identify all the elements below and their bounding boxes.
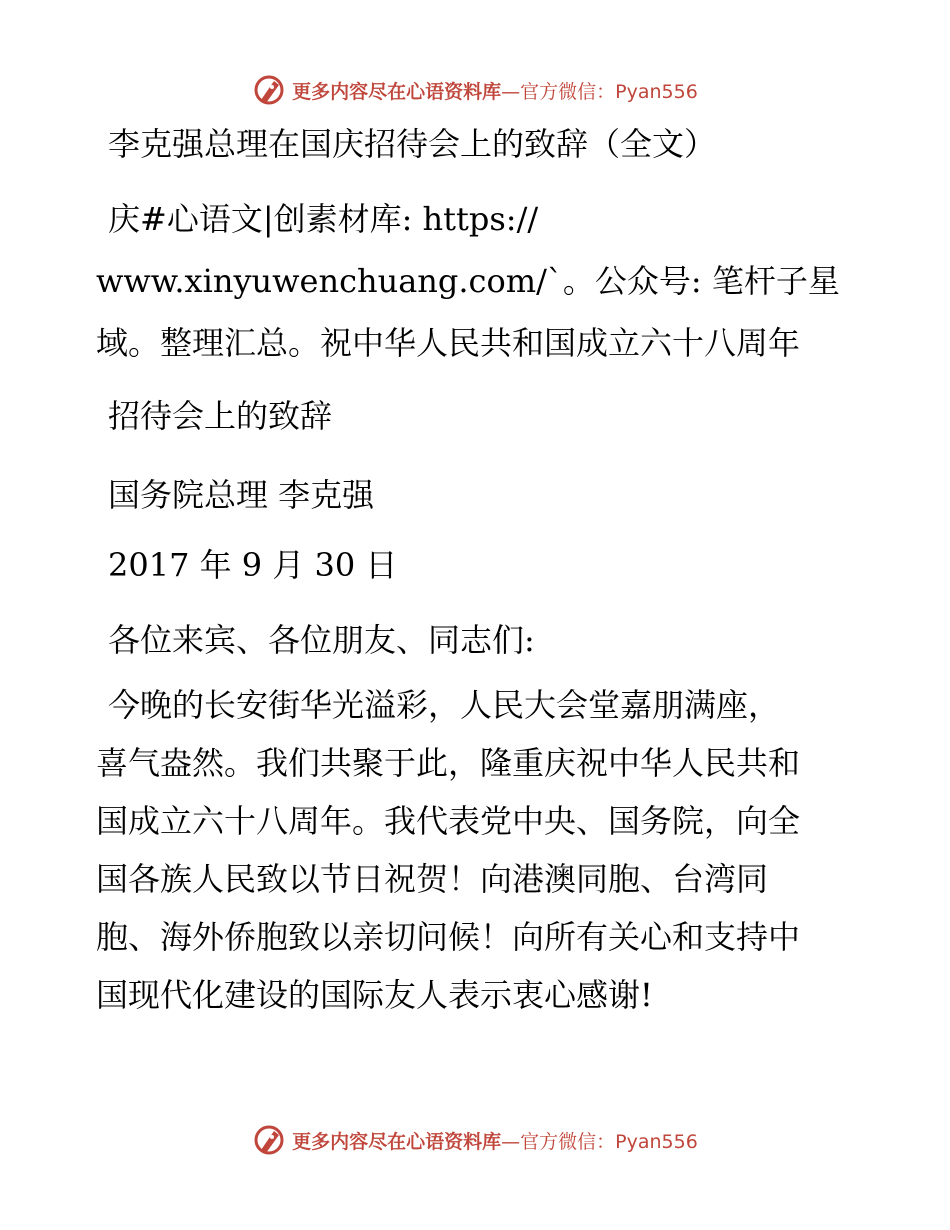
footer-account-text: 官方微信：Pyan556 [520, 1130, 698, 1153]
intro-block [96, 188, 856, 458]
header-banner-text [292, 77, 698, 104]
intro-line: 域。整理汇总。祝中华人民共和国成立六十八周年 [96, 324, 801, 362]
body-line: 国成立六十八周年。我代表党中央、国务院，向全 [96, 802, 801, 840]
header-banner [0, 70, 950, 110]
pen-nib-circle-logo-icon [252, 73, 286, 107]
footer-banner-inner [252, 1123, 698, 1157]
footer-site-text: 更多内容尽在心语资料库 [292, 1130, 502, 1153]
document-body [96, 122, 856, 1024]
body-line: 国各族人民致以节日祝贺！向港澳同胞、台湾同 [96, 860, 769, 898]
intro-line: 庆#心语文|创素材库: https:// [108, 200, 539, 238]
header-banner-inner [252, 73, 698, 107]
pen-nib-circle-logo-icon [252, 1123, 286, 1157]
header-site-text: 更多内容尽在心语资料库 [292, 80, 502, 103]
body-line: 今晚的长安街华光溢彩，人民大会堂嘉朋满座， [108, 686, 781, 724]
speaker-line: 国务院总理 李克强 [108, 476, 375, 514]
footer-banner [0, 1120, 950, 1160]
salutation-line: 各位来宾、各位朋友、同志们: [108, 621, 535, 659]
footer-dash: — [501, 1130, 521, 1153]
header-dash: — [501, 80, 521, 103]
body-paragraph [96, 676, 856, 1024]
footer-banner-text [292, 1127, 698, 1154]
header-account-text: 官方微信：Pyan556 [520, 80, 698, 103]
intro-line: 招待会上的致辞 [108, 397, 333, 435]
intro-line: www.xinyuwenchuang.com/`。公众号: 笔杆子星 [96, 262, 840, 300]
body-line: 国现代化建设的国际友人表示衷心感谢! [96, 976, 653, 1014]
body-line: 喜气盎然。我们共聚于此，隆重庆祝中华人民共和 [96, 744, 801, 782]
document-title: 李克强总理在国庆招待会上的致辞（全文） [108, 125, 717, 163]
date-line: 2017 年 9 月 30 日 [108, 546, 398, 584]
body-line: 胞、海外侨胞致以亲切问候！向所有关心和支持中 [96, 918, 801, 956]
